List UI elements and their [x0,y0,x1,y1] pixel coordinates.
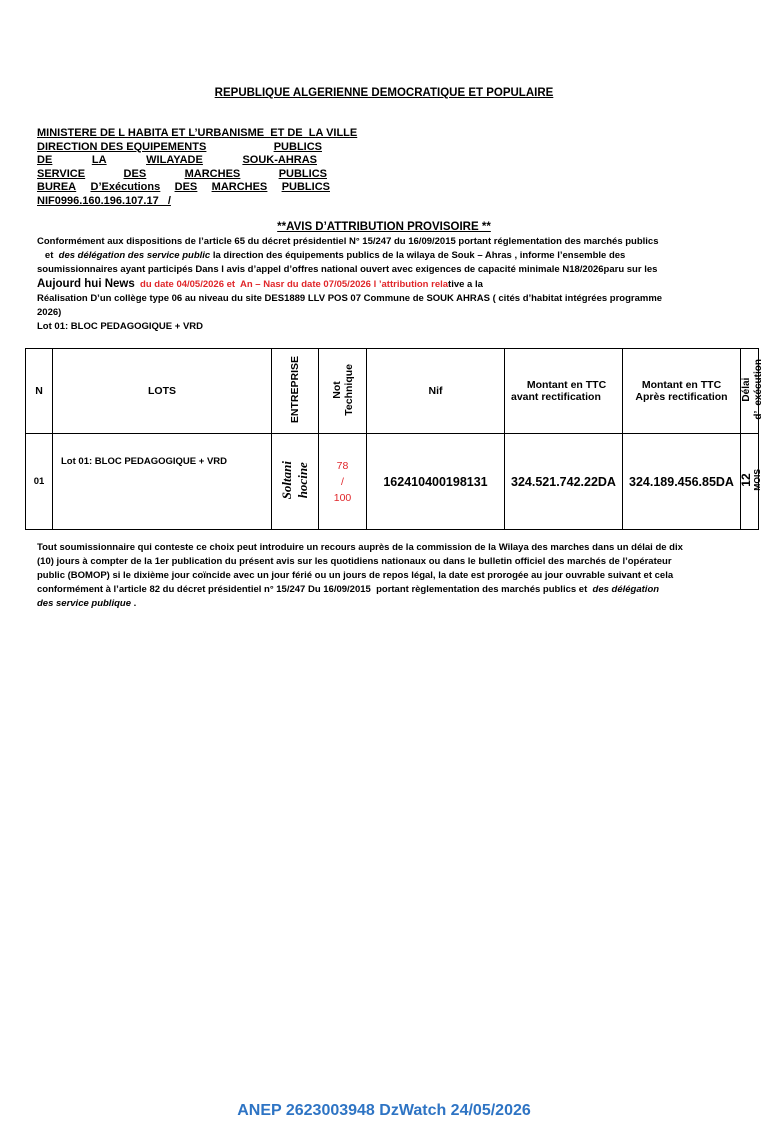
row-note-technique: 78 / 100 [319,434,367,530]
row-lot: Lot 01: BLOC PEDAGOGIQUE + VRD [53,434,272,530]
row-nif: 162410400198131 [367,434,505,530]
header-delai: Délai d’ exécution [741,349,759,434]
row-n: 01 [26,434,53,530]
bureau-line: BUREA D’Exécutions DES MARCHES PUBLICS [37,181,330,194]
header-nif: Nif [367,349,505,434]
header-lots: LOTS [53,349,272,434]
avis-title: **AVIS D’ATTRIBUTION PROVISOIRE ** [277,221,491,233]
footer-reference: ANEP 2623003948 DzWatch 24/05/2026 [237,1102,531,1119]
row-entreprise: Soltani hocine [272,434,319,530]
nif-line: NIF0996.160.196.107.17 / [37,194,171,207]
header-montant-avant: Montant en TTC avant rectification [505,349,623,434]
attribution-table [25,348,764,530]
wilaya-line: DE LA WILAYADE SOUK-AHRAS [37,154,317,167]
service-line: SERVICE DES MARCHES PUBLICS [37,167,327,180]
intro-paragraph: Conformément aux dispositions de l’article 65 du décret présidentiel N° 15/247 du 16/09/2015 portant réglementation des marchés publics et des délégation des service public la direction des équipements publics de la wilaya de Souk – Ahras , informe l’ensemble des soumissionnaires ayant participés Dans l avis d’appel d’offres national ouvert avec exigences de capacité minimale N18/2026paru sur les Aujourd hui News du date 04/05/2026 et An – Nasr du date 07/05/2026 l ’attribution relative a la Réalisation D’un collège type 06 au niveau du site DES1889 LLV POS 07 Commune de SOUK AHRAS ( cités d’habitat intégrées programme 2026) Lot 01: BLOC PEDAGOGIQUE + VRD [37,236,663,332]
header-montant-apres: Montant en TTC Après rectification [623,349,741,434]
publication-dates: du date 04/05/2026 et An – Nasr du date 07/05/2026 l ’attribution rela [134,279,449,290]
ministry-block [37,127,382,209]
table-row [26,434,759,530]
table-header-row [26,349,759,434]
ministry-line: MINISTERE DE L HABITA ET L’URBANISME ET DE LA VILLE [37,127,358,139]
recourse-paragraph: Tout soumissionnaire qui conteste ce choix peut introduire un recours auprès de la commission de la Wilaya des marches dans un délai de dix (10) jours à compter de la 1er publication du présent avis sur les quotidiens nationaux ou dans le bulletin officiel des marchés de l’opérateur public (BOMOP) si le dixième jour coïncide avec un jour férié ou un jours de repos légal, la date est prorogée au jour ouvrable suivant et cela conformément à l’article 82 du décret présidentiel n° 15/247 Du 16/09/2015 portant règlementation des marchés publics et des délégation des service publique . [37,542,683,609]
row-montant-apres: 324.189.456.85DA [623,434,741,530]
header-entreprise: ENTREPRISE [272,349,319,434]
republic-heading: REPUBLIQUE ALGERIENNE DEMOCRATIQUE ET POPULAIRE [214,87,554,99]
header-n: N [26,349,53,434]
direction-line: DIRECTION DES EQUIPEMENTS PUBLICS [37,140,322,153]
row-montant-avant: 324.521.742.22DA [505,434,623,530]
header-note: Not Technique [319,349,367,434]
row-delai: 12 MOIS [741,434,759,530]
newspaper-name: Aujourd hui News [37,278,135,290]
